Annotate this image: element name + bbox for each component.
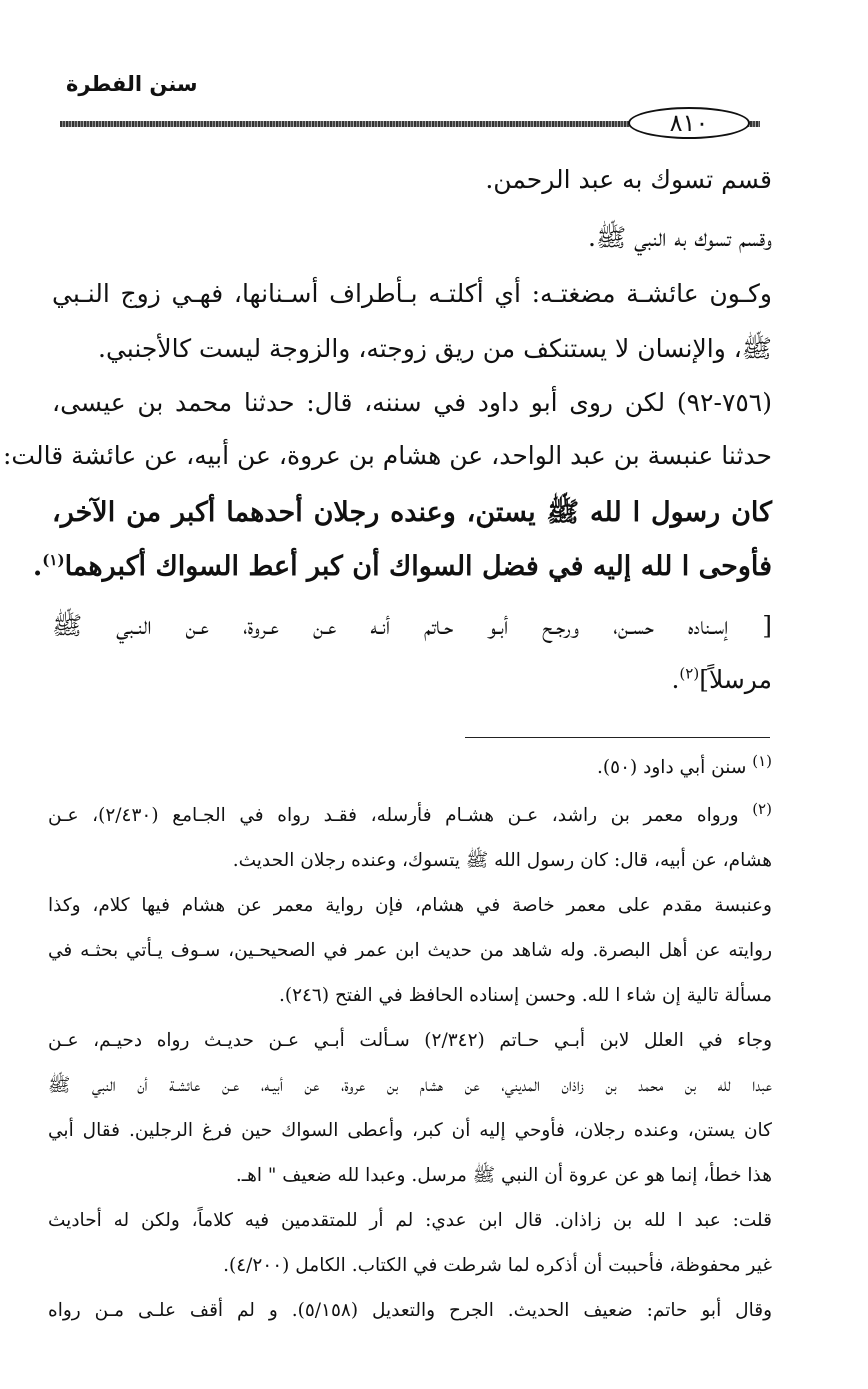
footnote-2-line-5: مسألة تالية إن شاء ا لله. وحسن إسناده الحافظ في الفتح (٢٤٦).: [278, 985, 772, 1006]
body-line-1: قسم تسوك به عبد الرحمن.: [485, 165, 772, 194]
hadith-isnad-line-2: حدثنا عنبسة بن عبد الواحد، عن هشام بن عروة، عن أبيه، عن عائشة قالت:: [3, 441, 772, 470]
grading-end: .: [671, 665, 680, 694]
grading-text: مرسلاً]: [699, 665, 772, 694]
footnote-2-line-12: وقال أبو حاتم: ضعيف الحديث. الجرح والتعديل (٥/١٥٨). و لم أقف علـى مـن رواه: [48, 1300, 773, 1321]
footnote-ref-1: (١): [42, 551, 65, 569]
footnote-2-line-10: قلت: عبد ا لله بن زاذان. قال ابن عدي: لم أر للمتقدمين فيه كلاماً، ولكن له أحاديث: [48, 1210, 772, 1231]
footnote-2-text-1: ورواه معمر بن راشد، عـن هشـام فأرسله، فقـد رواه في الجـامع (٢/٤٣٠)، عـن: [48, 805, 739, 826]
footnote-2-line-6: وجاء في العلل لابن أبـي حـاتم (٢/٣٤٢) سـألت أبـي عـن حديـث رواه دحيـم، عـن: [48, 1030, 772, 1051]
footnote-2-line-4: روايته عن أهل البصرة. وله شاهد من حديث ابن عمر في الصحيحـين، سـوف يـأتي بحثـه في: [48, 940, 772, 961]
hadith-matn-text: فأوحى ا لله إليه في فضل السواك أن كبر أعط السواك أكبرهما: [64, 551, 772, 582]
page-number: ٨١٠: [628, 107, 750, 139]
hadith-matn-end: .: [32, 551, 43, 582]
footnote-ref-2: (٢): [679, 664, 700, 683]
body-line-4: ﷺ، والإنسان لا يستنكف من ريق زوجته، والزوجة ليست كالأجنبي.: [98, 334, 772, 363]
body-line-3: وكـون عائشـة مضغتـه: أي أكلتـه بـأطراف أسـنانها، فهـي زوج النـبي: [52, 279, 772, 308]
body-line-2: وقسم تسوك به النبي ﷺ.: [588, 223, 772, 252]
hadith-matn-line-2: [32, 551, 772, 582]
footnote-1: [48, 751, 772, 778]
footnote-2-line-3: وعنبسة مقدم على معمر خاصة في هشام، فإن رواية معمر عن هشام فيها كلام، وكذا: [48, 895, 772, 916]
running-header-title: سنن الفطرة: [66, 72, 198, 96]
footnote-2-line-8: كان يستن، وعنده رجلان، فأوحي إليه أن كبر، وأعطى السواك حين فرغ الرجلين. فقال أبي: [48, 1120, 772, 1141]
footnote-2-line-11: غير محفوظة، فأحببت أن أذكره لما شرطت في الكتاب. الكامل (٤/٢٠٠).: [223, 1255, 772, 1276]
footnote-2-line-2: هشام، عن أبيه، قال: كان رسول الله ﷺ يتسوك، وعنده رجلان الحديث.: [232, 850, 772, 871]
footnote-1-marker: (١): [752, 751, 772, 770]
footnote-divider: [465, 737, 770, 738]
grading-line-1: [ إسـناده حسـن، ورجـح أبـو حـاتم أنـه عـن عـروة، عـن النـبي ﷺ: [52, 611, 772, 640]
header-rule: [60, 105, 760, 139]
hadith-matn-line-1: كان رسول ا لله ﷺ يستن، وعنده رجلان أحدهما أكبر من الآخر،: [52, 497, 772, 528]
footnote-2-line-1: [48, 799, 772, 826]
footnote-2-marker: (٢): [752, 799, 772, 818]
footnote-1-text: سنن أبي داود (٥٠).: [597, 757, 747, 778]
footnote-2-line-9: هذا خطأ، إنما هو عن عروة أن النبي ﷺ مرسل. وعبدا لله ضعيف " اهـ.: [235, 1165, 772, 1186]
grading-line-2: [52, 665, 772, 694]
hadith-isnad-line-1: (٧٥٦-٩٢) لكن روى أبو داود في سننه، قال: حدثنا محمد بن عيسى،: [52, 388, 772, 417]
footnote-2-line-7: عبدا لله بن محمد بن زاذان المديني، عن هشام بن عروة، عن أبيـه، عـن عائشـة أن النبي ﷺ: [48, 1075, 772, 1096]
